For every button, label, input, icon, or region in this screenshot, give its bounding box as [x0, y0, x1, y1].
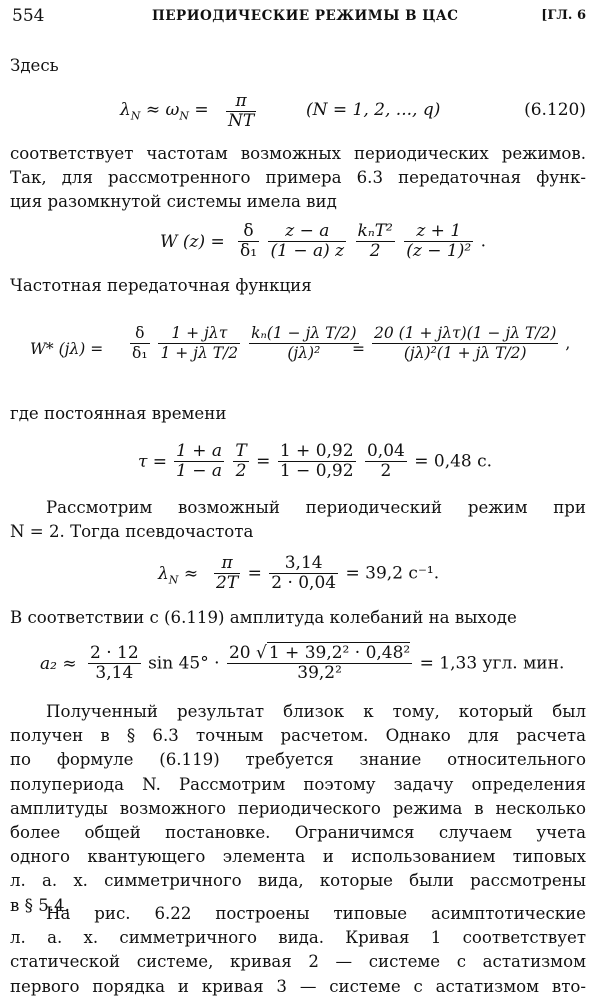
eq-symbol: λ — [158, 564, 169, 584]
paragraph-5 — [10, 606, 586, 630]
text-line: амплитуды возможного периодического режима в несколько — [10, 798, 586, 818]
fraction: $\frac{1 + 0,92}{1 - 0,92}$ — [279, 441, 354, 481]
text-line: соответствует частотам возможных периодических режимов. — [10, 144, 586, 163]
text-line: статической системе, кривая 2 — системе с астатизмом — [10, 952, 586, 972]
fraction: $\frac{\text{20 √ 1 + 39,2² · 0,48²}}{\text{39,2²}}$ — [228, 643, 411, 683]
text-line: в § 5.4. — [10, 895, 70, 915]
text-line: л. а. х. симметричного вида. Кривая 1 соответствует — [10, 928, 586, 948]
text-line: Так, для рассмотренного примера 6.3 передаточная функ- — [10, 168, 586, 188]
eq-subscript: N — [168, 573, 179, 587]
paragraph-zdes — [10, 54, 586, 78]
eq-symbol: = — [352, 340, 365, 358]
text-line: На рис. 6.22 построены типовые асимптотические — [46, 904, 586, 923]
text-line: л. а. х. симметричного вида, которые были рассмотрены — [10, 871, 586, 891]
eq-result: = 39,2 с⁻¹. — [345, 563, 440, 584]
eq-lhs: τ = — [138, 452, 168, 472]
paragraph-6 — [10, 700, 586, 918]
eq-symbol: ≈ — [183, 564, 199, 584]
text-line: В соответствии с (6.119) амплитуда колебаний на выходе — [10, 608, 517, 627]
page-number: 554 — [12, 6, 45, 26]
equation-number: (6.120) — [524, 100, 586, 120]
chapter-marker: [ГЛ. 6 — [541, 8, 586, 23]
text-line: по формуле (6.119) требуется знание относительного — [10, 750, 586, 770]
running-title: ПЕРИОДИЧЕСКИЕ РЕЖИМЫ В ЦАС — [152, 8, 459, 24]
text-line: Рассмотрим возможный периодический режим при — [46, 498, 586, 517]
fraction: $\frac{\text{1 + jλτ}}{\text{1 + jλ T/2}}$ — [160, 324, 239, 362]
eq-symbol: = — [194, 100, 209, 120]
text-line: получен в § 6.3 точным расчетом. Однако для расчета — [10, 726, 586, 746]
fraction: $\frac{2 \cdot 12}{3,14}$ — [90, 643, 139, 683]
text-line: Здесь — [10, 56, 59, 75]
eq-symbol: ≈ ω — [145, 100, 180, 120]
eq-subscript: N — [130, 109, 141, 123]
fraction: $\frac{\pi}{NT}$ — [228, 91, 255, 131]
equation-6-120 — [0, 92, 600, 132]
eq-lhs: W (z) = — [160, 232, 225, 252]
eq-symbol: = — [256, 451, 271, 472]
sqrt-radicand: 1 + 39,2² · 0,48² — [268, 643, 411, 663]
fraction: $\frac{0,04}{2}$ — [366, 441, 405, 481]
fraction: $\frac{\pi}{2T}$ — [216, 553, 239, 593]
equation-pseudofrequency — [0, 552, 600, 598]
paragraph-4 — [10, 496, 586, 544]
eq-function: sin 45° · — [148, 653, 220, 674]
equation-tau — [0, 440, 600, 486]
fraction: $\frac{T}{2}$ — [235, 441, 247, 481]
eq-symbol: λ — [120, 100, 131, 120]
paragraph-1 — [10, 142, 586, 215]
fraction: $\frac{\text{20 (1 + jλτ)(1 − jλ T/2)}}{\text{(jλ)²(1 + jλ T/2)}}$ — [374, 324, 557, 362]
running-header — [12, 6, 586, 28]
equation-wstar: W* (jλ) = $\frac{\delta}{\text{δ₁}}$ $\frac{\text{1 + jλτ}}{\text{1 + jλ T/2}}$ $\frac{\text{kₙ(1 − jλ T/2)}}{\text{(jλ)²}}$ = $\frac{\text{20 (1 + jλτ)(1 − jλ T/2)}}{\text{(jλ)²(1 + jλ T/2)}}$ , — [30, 324, 571, 362]
text-line: N = 2. Тогда псевдочастота — [10, 522, 254, 542]
eq-subscript: N — [179, 109, 189, 123]
fraction: $\frac{\delta}{\text{δ₁}}$ — [132, 324, 148, 362]
fraction: $\frac{\delta}{\text{δ₁}}$ — [240, 221, 258, 261]
paragraph-2 — [10, 274, 586, 298]
fraction: $\frac{\text{kₙ(1 − jλ T/2)}}{\text{(jλ)²}}$ — [251, 324, 357, 362]
eq-symbol: = — [247, 563, 262, 584]
text-line: где постоянная времени — [10, 404, 227, 423]
text-line: Частотная передаточная функция — [10, 276, 312, 295]
eq-lhs: W* (jλ) = — [30, 340, 104, 358]
equation-wz: W (z) = $\frac{\delta}{\text{δ₁}}$ $\frac{z - a}{(1 - a) z}$ $\frac{\text{kₙT²}}{2}$ $\frac{z + 1}{\text{(z − 1)²}}$ . — [160, 221, 486, 261]
fraction: $\frac{\text{kₙT²}}{2}$ — [357, 221, 393, 261]
fraction: $\frac{z - a}{(1 - a) z}$ — [270, 221, 345, 261]
eq-result: = 1,33 угл. мин. — [419, 653, 565, 674]
text-line: более общей постановке. Ограничимся случаем учета — [10, 823, 586, 843]
eq-range: (N = 1, 2, ..., q) — [306, 100, 441, 120]
paragraph-7 — [10, 902, 586, 999]
text-line: ция разомкнутой системы имела вид — [10, 192, 337, 212]
fraction: $\frac{3,14}{2 \cdot 0,04}$ — [271, 553, 337, 593]
text-line: полупериода N. Рассмотрим поэтому задачу определения — [10, 774, 586, 794]
eq-result: = 0,48 с. — [414, 451, 493, 472]
eq-lhs: a₂ ≈ — [40, 654, 77, 674]
text-line: первого порядка и кривая 3 — системе с астатизмом вто- — [10, 976, 586, 996]
paragraph-3 — [10, 402, 586, 426]
text-line: Полученный результат близок к тому, который был — [46, 702, 586, 721]
fraction: $\frac{z + 1}{\text{(z − 1)²}}$ — [406, 221, 472, 261]
text-line: одного квантующего элемента и использованием типовых — [10, 847, 586, 867]
equation-amplitude — [0, 642, 600, 690]
fraction: $\frac{1 + a}{1 - a}$ — [176, 441, 223, 481]
